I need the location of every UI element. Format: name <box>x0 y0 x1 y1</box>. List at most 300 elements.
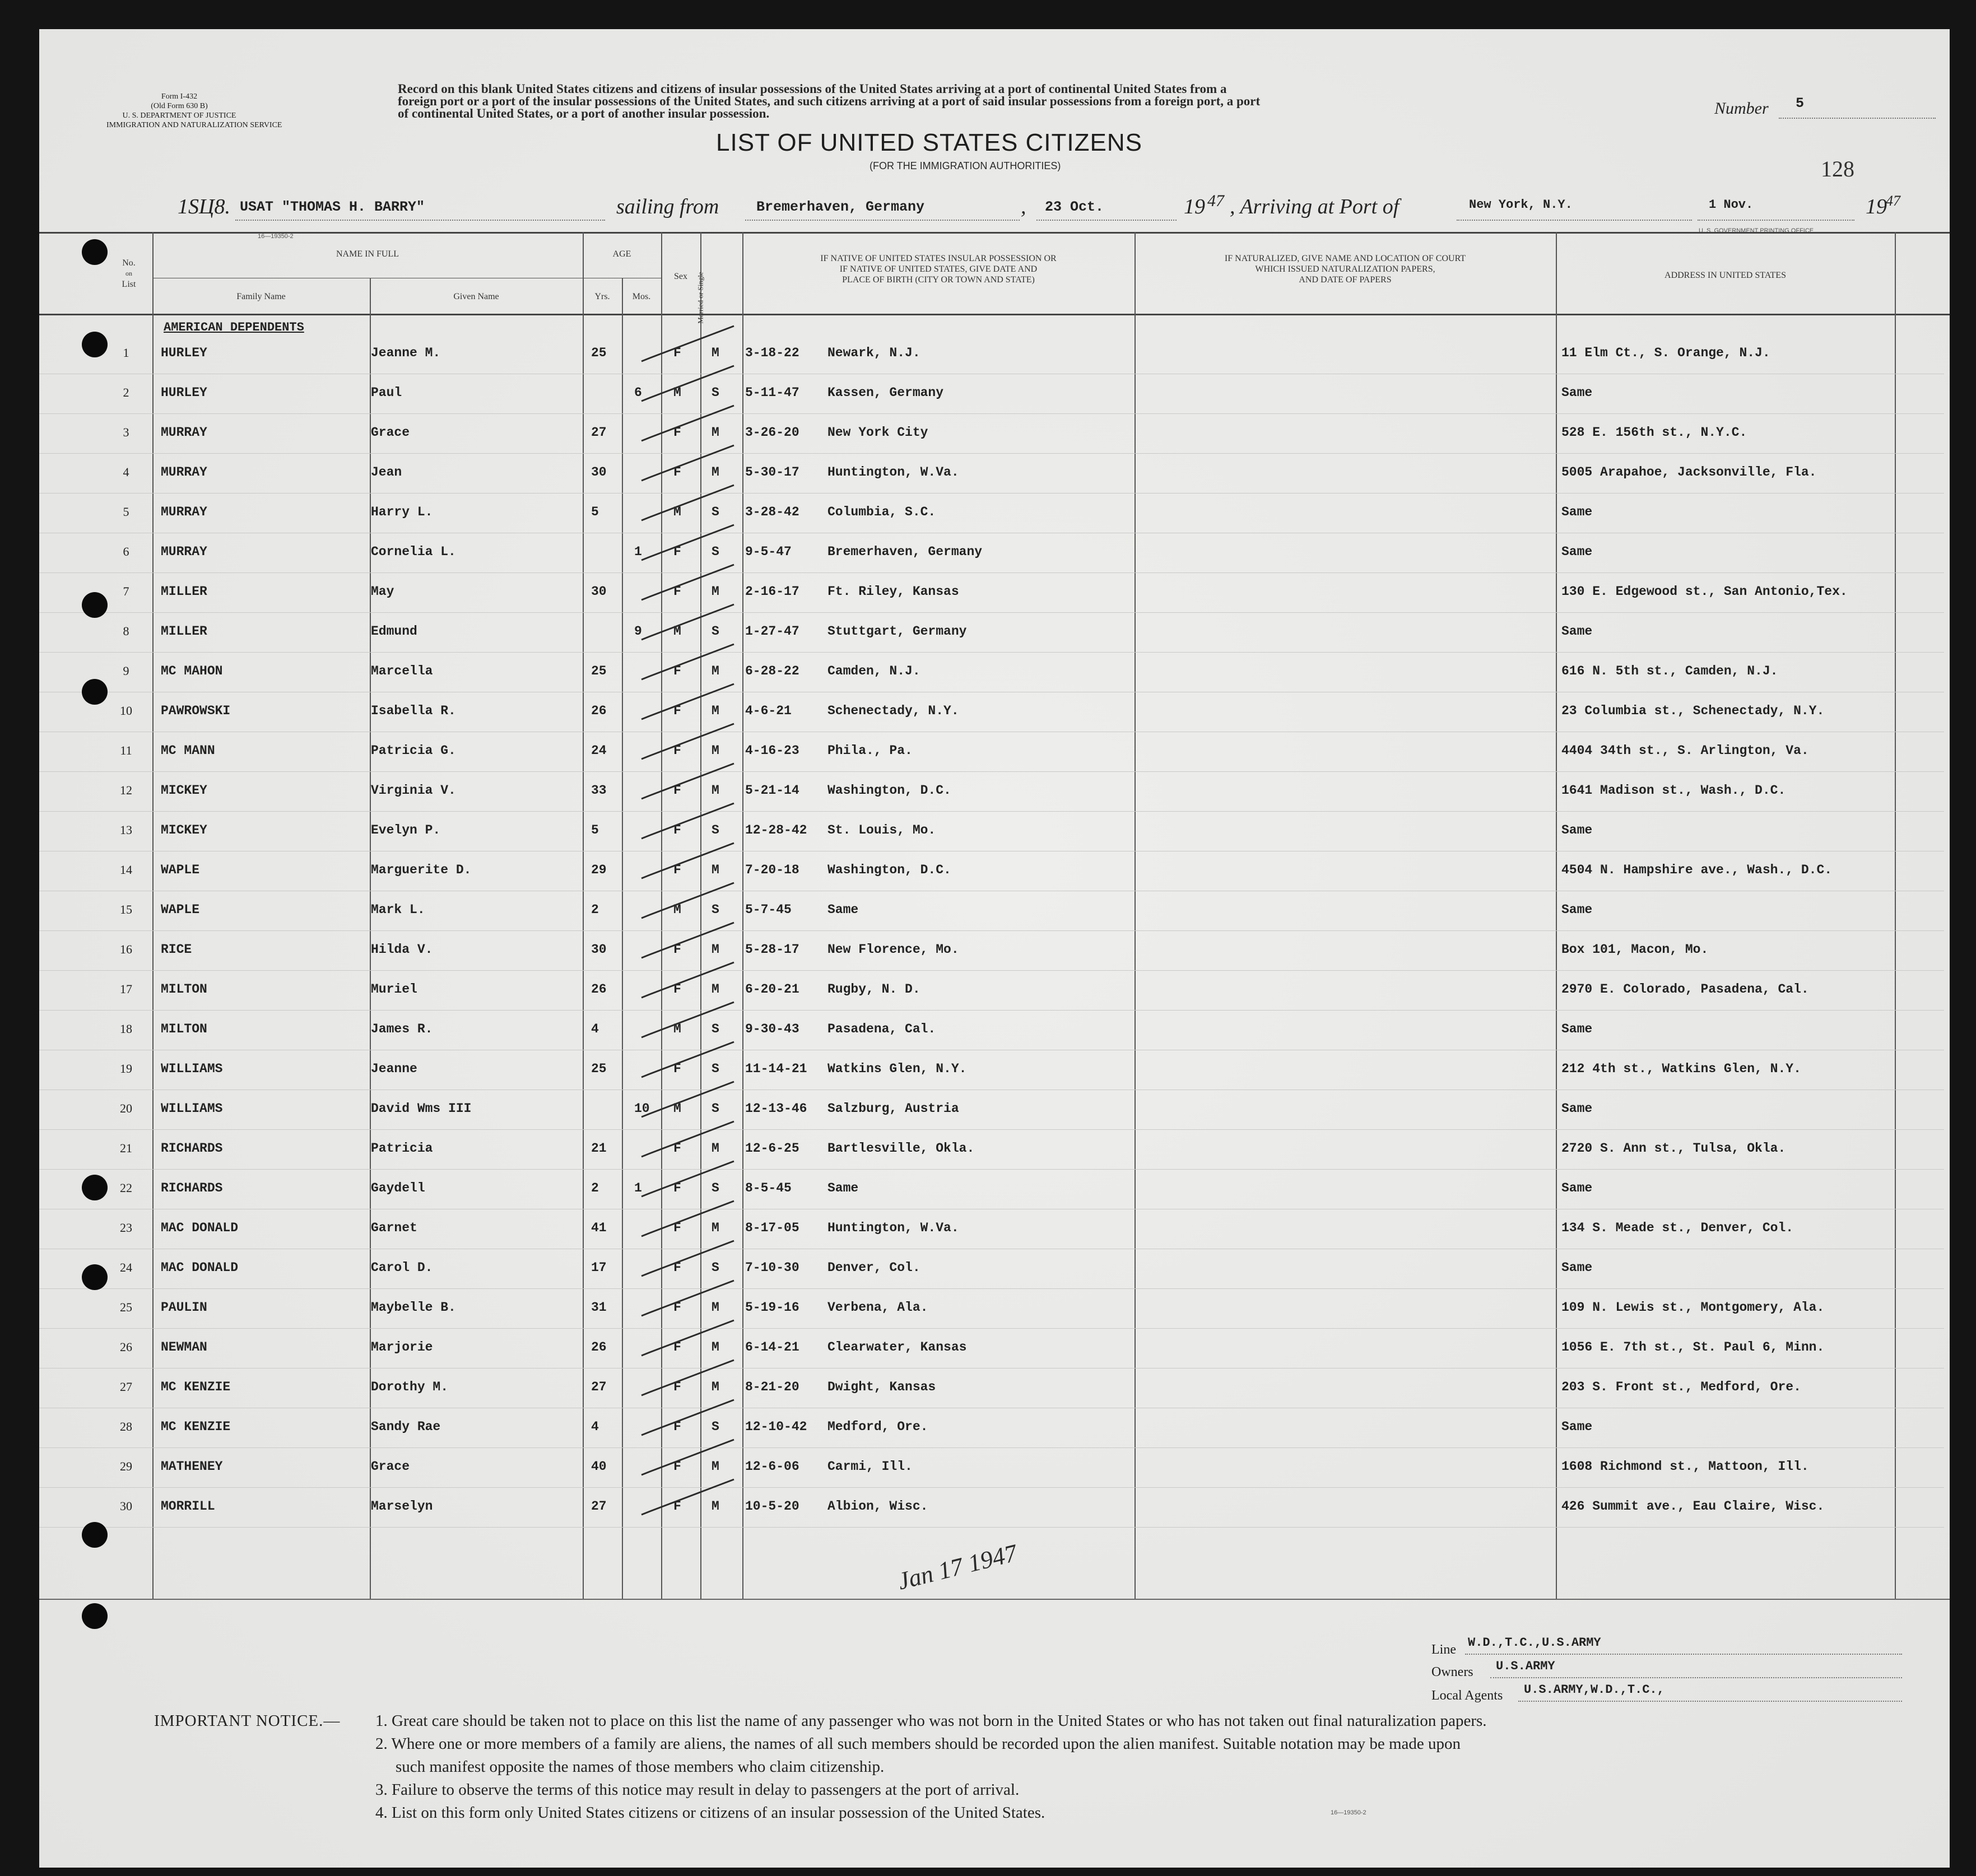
header-native-line: PLACE OF BIRTH (CITY OR TOWN AND STATE) <box>842 275 1035 285</box>
line-underline <box>1465 1654 1902 1655</box>
given-name: Muriel <box>371 982 417 997</box>
birth-place: Camden, N.J. <box>827 664 920 678</box>
family-name: MURRAY <box>161 465 207 480</box>
birth-date: 2-16-17 <box>745 584 799 599</box>
sex: F <box>673 1062 681 1076</box>
binder-hole <box>82 1603 108 1629</box>
address: Same <box>1561 1181 1593 1195</box>
header-no-line: on <box>125 269 132 277</box>
birth-date: 11-14-21 <box>745 1062 807 1076</box>
address: 1641 Madison st., Wash., D.C. <box>1561 783 1786 798</box>
sex: M <box>673 1101 681 1116</box>
birth-date: 12-10-42 <box>745 1419 807 1434</box>
sex: M <box>673 505 681 519</box>
given-name: Isabella R. <box>371 704 456 718</box>
marital-status: M <box>712 584 719 599</box>
marital-status: S <box>712 544 719 559</box>
birth-place: Dwight, Kansas <box>827 1380 936 1394</box>
tally-check-mark <box>641 1241 734 1276</box>
header-sex: Sex <box>674 272 687 281</box>
birth-place: Huntington, W.Va. <box>827 465 959 480</box>
check-marks <box>39 29 1950 1609</box>
row-number: 24 <box>120 1260 132 1274</box>
line-value: W.D.,T.C.,U.S.ARMY <box>1468 1636 1601 1650</box>
header-married-single: Married or Single <box>696 272 705 324</box>
marital-status: M <box>712 783 719 798</box>
row-number: 26 <box>120 1340 132 1354</box>
given-name: Cornelia L. <box>371 544 456 559</box>
tally-check-mark <box>641 843 734 878</box>
header-family-name: Family Name <box>236 292 286 301</box>
given-name: Marjorie <box>371 1340 433 1354</box>
family-name: PAWROWSKI <box>161 704 231 718</box>
address: 2970 E. Colorado, Pasadena, Cal. <box>1561 982 1809 997</box>
binder-hole <box>82 1175 108 1200</box>
family-name: MURRAY <box>161 544 207 559</box>
family-name: WAPLE <box>161 863 200 877</box>
marital-status: M <box>712 425 719 440</box>
header-native-line: IF NATIVE OF UNITED STATES, GIVE DATE AND <box>839 264 1038 274</box>
birth-place: Medford, Ore. <box>827 1419 928 1434</box>
sail-year: 47 <box>1207 192 1224 210</box>
given-name: Jean <box>371 465 402 480</box>
marital-status: M <box>712 1459 719 1474</box>
sex: F <box>673 1499 681 1514</box>
tally-check-mark <box>641 1161 734 1197</box>
family-name: MAC DONALD <box>161 1260 239 1275</box>
comma: , <box>1021 195 1026 218</box>
age-years: 2 <box>591 1181 599 1195</box>
family-name: MC MANN <box>161 743 215 758</box>
tally-check-mark <box>641 1201 734 1236</box>
sex: F <box>673 1419 681 1434</box>
print-code: 16—19350-2 <box>258 233 294 240</box>
tally-check-mark <box>641 644 734 679</box>
sex: F <box>673 1340 681 1354</box>
birth-date: 1-27-47 <box>745 624 799 639</box>
family-name: MATHENEY <box>161 1459 223 1474</box>
birth-date: 4-16-23 <box>745 743 799 758</box>
given-name: Marcella <box>371 664 433 678</box>
row-number: 11 <box>120 743 132 757</box>
given-name: Jeanne <box>371 1062 417 1076</box>
given-name: Maybelle B. <box>371 1300 456 1315</box>
age-years: 4 <box>591 1419 599 1434</box>
given-name: Grace <box>371 1459 410 1474</box>
family-name: HURLEY <box>161 346 207 360</box>
birth-place: Clearwater, Kansas <box>827 1340 967 1354</box>
row-number: 8 <box>123 624 129 638</box>
notice-item: 3. Failure to observe the terms of this notice may result in delay to passengers at the port of arrival. <box>375 1781 1020 1799</box>
header-naturalized-line: IF NATURALIZED, GIVE NAME AND LOCATION OF COURT <box>1224 254 1466 263</box>
given-name: Paul <box>371 385 402 400</box>
header-given-name: Given Name <box>453 292 499 301</box>
department-name: U. S. DEPARTMENT OF JUSTICE <box>122 111 236 120</box>
age-years: 26 <box>591 704 607 718</box>
header-mos: Mos. <box>632 292 651 301</box>
manifest-page <box>39 29 1950 1868</box>
header-yrs: Yrs. <box>594 292 610 301</box>
address: Same <box>1561 823 1593 837</box>
birth-date: 12-13-46 <box>745 1101 807 1116</box>
sex: M <box>673 624 681 639</box>
birth-place: Albion, Wisc. <box>827 1499 928 1514</box>
family-name: RICHARDS <box>161 1141 223 1156</box>
age-months: 9 <box>634 624 642 639</box>
page-title: LIST OF UNITED STATES CITIZENS <box>716 129 1142 156</box>
birth-place: Salzburg, Austria <box>827 1101 959 1116</box>
sex: M <box>673 385 681 400</box>
address: 2720 S. Ann st., Tulsa, Okla. <box>1561 1141 1786 1156</box>
sex: F <box>673 584 681 599</box>
birth-place: Watkins Glen, N.Y. <box>827 1062 967 1076</box>
family-name: MILTON <box>161 982 207 997</box>
family-name: MICKEY <box>161 823 207 837</box>
given-name: Patricia G. <box>371 743 456 758</box>
given-name: Grace <box>371 425 410 440</box>
given-name: Edmund <box>371 624 417 639</box>
notice-title: IMPORTANT NOTICE.— <box>154 1712 341 1730</box>
row-number: 28 <box>120 1419 132 1433</box>
row-number: 14 <box>120 863 132 877</box>
marital-status: S <box>712 385 719 400</box>
address: 528 E. 156th st., N.Y.C. <box>1561 425 1747 440</box>
from-port: Bremerhaven, Germany <box>756 199 925 215</box>
tally-check-mark <box>641 1002 734 1037</box>
address: Same <box>1561 1022 1593 1036</box>
birth-date: 5-28-17 <box>745 942 799 957</box>
birth-place: Carmi, Ill. <box>827 1459 913 1474</box>
family-name: MC MAHON <box>161 664 223 678</box>
row-number: 23 <box>120 1221 132 1235</box>
tally-check-mark <box>641 406 734 441</box>
binder-hole <box>82 1522 108 1548</box>
sex: F <box>673 743 681 758</box>
age-years: 26 <box>591 982 607 997</box>
given-name: Harry L. <box>371 505 433 519</box>
intro-line: of continental United States, or a port of another insular possession. <box>398 106 770 120</box>
header-no-line: No. <box>122 258 136 268</box>
birth-date: 12-28-42 <box>745 823 807 837</box>
sex: F <box>673 704 681 718</box>
address: Same <box>1561 1419 1593 1434</box>
row-number: 20 <box>120 1101 132 1115</box>
marital-status: S <box>712 505 719 519</box>
marital-status: S <box>712 1260 719 1275</box>
birth-place: Denver, Col. <box>827 1260 920 1275</box>
header-name-in-full: NAME IN FULL <box>336 249 399 259</box>
family-name: MC KENZIE <box>161 1380 231 1394</box>
address: 134 S. Meade st., Denver, Col. <box>1561 1221 1794 1235</box>
birth-date: 6-14-21 <box>745 1340 799 1354</box>
family-name: MURRAY <box>161 505 207 519</box>
scratched-mark: 1ЅЦ8. <box>178 195 230 218</box>
given-name: Virginia V. <box>371 783 456 798</box>
binder-hole <box>82 239 108 265</box>
row-number: 18 <box>120 1022 132 1036</box>
age-years: 2 <box>591 902 599 917</box>
age-years: 17 <box>591 1260 607 1275</box>
age-years: 24 <box>591 743 607 758</box>
birth-place: Bremerhaven, Germany <box>827 544 983 559</box>
sail-year-prefix: 19 <box>1184 195 1205 218</box>
marital-status: M <box>712 1499 719 1514</box>
address: Box 101, Macon, Mo. <box>1561 942 1709 957</box>
given-name: May <box>371 584 394 599</box>
birth-date: 5-11-47 <box>745 385 799 400</box>
family-name: NEWMAN <box>161 1340 207 1354</box>
age-years: 40 <box>591 1459 607 1474</box>
tally-check-mark <box>641 366 734 401</box>
birth-date: 6-28-22 <box>745 664 799 678</box>
notice-list <box>375 1710 1487 1824</box>
address: 23 Columbia st., Schenectady, N.Y. <box>1561 704 1825 718</box>
given-name: Garnet <box>371 1221 417 1235</box>
tally-check-mark <box>641 326 734 361</box>
given-name: Hilda V. <box>371 942 433 957</box>
address: 11 Elm Ct., S. Orange, N.J. <box>1561 346 1770 360</box>
age-months: 1 <box>634 1181 642 1195</box>
marital-status: S <box>712 902 719 917</box>
address: Same <box>1561 385 1593 400</box>
row-number: 12 <box>120 783 132 797</box>
family-name: MILLER <box>161 624 207 639</box>
sex: F <box>673 982 681 997</box>
owners-underline <box>1490 1677 1902 1678</box>
family-name: WILLIAMS <box>161 1101 223 1116</box>
age-years: 21 <box>591 1141 607 1156</box>
marital-status: M <box>712 346 719 360</box>
marital-status: S <box>712 624 719 639</box>
marital-status: S <box>712 1419 719 1434</box>
address: 426 Summit ave., Eau Claire, Wisc. <box>1561 1499 1825 1514</box>
marital-status: S <box>712 1101 719 1116</box>
arrival-date: 1 Nov. <box>1709 198 1754 212</box>
birth-place: Schenectady, N.Y. <box>827 704 959 718</box>
address: 4504 N. Hampshire ave., Wash., D.C. <box>1561 863 1833 877</box>
age-months: 10 <box>634 1101 650 1116</box>
address: Same <box>1561 624 1593 639</box>
age-years: 30 <box>591 465 607 480</box>
header-naturalized-line: AND DATE OF PAPERS <box>1299 275 1392 285</box>
birth-place: New York City <box>827 425 928 440</box>
birth-date: 5-7-45 <box>745 902 792 917</box>
family-name: RICHARDS <box>161 1181 223 1195</box>
tally-check-mark <box>641 764 734 799</box>
given-name: Sandy Rae <box>371 1419 441 1434</box>
sex: F <box>673 664 681 678</box>
address: 1608 Richmond st., Mattoon, Ill. <box>1561 1459 1809 1474</box>
birth-place: Columbia, S.C. <box>827 505 936 519</box>
address: 1056 E. 7th st., St. Paul 6, Minn. <box>1561 1340 1825 1354</box>
marital-status: M <box>712 743 719 758</box>
marital-status: S <box>712 1062 719 1076</box>
tally-check-mark <box>641 445 734 481</box>
family-name: MICKEY <box>161 783 207 798</box>
birth-date: 3-28-42 <box>745 505 799 519</box>
binder-hole <box>82 592 108 618</box>
row-number: 1 <box>123 346 129 360</box>
age-months: 1 <box>634 544 642 559</box>
row-number: 6 <box>123 544 129 558</box>
age-years: 25 <box>591 664 607 678</box>
row-number: 21 <box>120 1141 132 1155</box>
birth-date: 3-18-22 <box>745 346 799 360</box>
age-years: 33 <box>591 783 607 798</box>
row-number: 10 <box>120 704 132 718</box>
marital-status: M <box>712 465 719 480</box>
sex: F <box>673 465 681 480</box>
service-name: IMMIGRATION AND NATURALIZATION SERVICE <box>106 121 282 129</box>
row-number: 29 <box>120 1459 132 1473</box>
row-number: 19 <box>120 1062 132 1076</box>
address: 4404 34th st., S. Arlington, Va. <box>1561 743 1809 758</box>
sex: F <box>673 1260 681 1275</box>
birth-date: 5-19-16 <box>745 1300 799 1315</box>
marital-status: S <box>712 1022 719 1036</box>
birth-place: Stuttgart, Germany <box>827 624 967 639</box>
header-native-line: IF NATIVE OF UNITED STATES INSULAR POSSESSION OR <box>820 254 1057 263</box>
birth-place: St. Louis, Mo. <box>827 823 936 837</box>
tally-check-mark <box>641 1082 734 1117</box>
birth-date: 12-6-25 <box>745 1141 799 1156</box>
tally-check-mark <box>641 525 734 560</box>
address: 203 S. Front st., Medford, Ore. <box>1561 1380 1801 1394</box>
sex: F <box>673 346 681 360</box>
family-name: WILLIAMS <box>161 1062 223 1076</box>
birth-place: Washington, D.C. <box>827 783 951 798</box>
sex: F <box>673 544 681 559</box>
given-name: Carol D. <box>371 1260 433 1275</box>
birth-date: 8-17-05 <box>745 1221 799 1235</box>
tally-check-mark <box>641 1281 734 1316</box>
birth-place: New Florence, Mo. <box>827 942 959 957</box>
age-months: 6 <box>634 385 642 400</box>
marital-status: M <box>712 664 719 678</box>
binder-hole <box>82 332 108 357</box>
sex: F <box>673 823 681 837</box>
given-name: Marselyn <box>371 1499 433 1514</box>
address: Same <box>1561 902 1593 917</box>
sex: F <box>673 783 681 798</box>
given-name: Dorothy M. <box>371 1380 449 1394</box>
footer-form-code: 16—19350-2 <box>1331 1809 1366 1816</box>
row-number: 15 <box>120 902 132 916</box>
given-name: Jeanne M. <box>371 346 441 360</box>
tally-check-mark <box>641 883 734 918</box>
marital-status: M <box>712 863 719 877</box>
birth-date: 7-20-18 <box>745 863 799 877</box>
officer-signature: Jan 17 1947 <box>895 1539 1020 1595</box>
sex: M <box>673 1022 681 1036</box>
owners-label: Owners <box>1431 1665 1473 1679</box>
given-name: David Wms III <box>371 1101 472 1116</box>
local-agents-value: U.S.ARMY,W.D.,T.C., <box>1524 1683 1665 1697</box>
age-years: 30 <box>591 584 607 599</box>
ship-name: USAT "THOMAS H. BARRY" <box>240 199 425 215</box>
birth-place: Ft. Riley, Kansas <box>827 584 959 599</box>
given-name: Evelyn P. <box>371 823 441 837</box>
birth-place: Kassen, Germany <box>827 385 944 400</box>
number-label: Number <box>1714 99 1769 118</box>
row-number: 9 <box>123 664 129 678</box>
row-number: 4 <box>123 465 129 479</box>
row-number: 30 <box>120 1499 132 1513</box>
intro-line: foreign port or a port of the insular possessions of the United States, and such citizens arriving at a port of said insular possessions from a foreign port, a port <box>398 94 1261 108</box>
given-name: Gaydell <box>371 1181 425 1195</box>
printer-line: U. S. GOVERNMENT PRINTING OFFICE <box>1699 227 1814 234</box>
row-number: 3 <box>123 425 129 439</box>
birth-date: 3-26-20 <box>745 425 799 440</box>
notice-item: 1. Great care should be taken not to place on this list the name of any passenger who was not born in the United States or who has not taken out final naturalization papers. <box>375 1712 1487 1730</box>
address: Same <box>1561 1260 1593 1275</box>
marital-status: M <box>712 1141 719 1156</box>
arrival-year-prefix: 19 <box>1866 195 1887 218</box>
birth-place: Bartlesville, Okla. <box>827 1141 975 1156</box>
page-subtitle: (FOR THE IMMIGRATION AUTHORITIES) <box>870 160 1061 171</box>
marital-status: M <box>712 942 719 957</box>
birth-date: 4-6-21 <box>745 704 792 718</box>
notice-item: such manifest opposite the names of those members who claim citizenship. <box>396 1758 885 1776</box>
birth-date: 12-6-06 <box>745 1459 799 1474</box>
address: 616 N. 5th st., Camden, N.J. <box>1561 664 1778 678</box>
address: 109 N. Lewis st., Montgomery, Ala. <box>1561 1300 1825 1315</box>
birth-date: 7-10-30 <box>745 1260 799 1275</box>
tally-check-mark <box>641 1121 734 1157</box>
birth-date: 5-30-17 <box>745 465 799 480</box>
birth-date: 9-5-47 <box>745 544 792 559</box>
form-number: Form I-432 <box>161 92 198 101</box>
birth-date: 9-30-43 <box>745 1022 799 1036</box>
tally-check-mark <box>641 485 734 520</box>
birth-place: Rugby, N. D. <box>827 982 920 997</box>
tally-check-mark <box>641 1042 734 1077</box>
address: Same <box>1561 544 1593 559</box>
age-years: 29 <box>591 863 607 877</box>
line-label: Line <box>1431 1642 1456 1657</box>
sex: F <box>673 863 681 877</box>
tally-check-mark <box>641 684 734 719</box>
tally-check-mark <box>641 1479 734 1515</box>
given-name: Marguerite D. <box>371 863 472 877</box>
notice-item: 4. List on this form only United States citizens or citizens of an insular possession of the United States. <box>375 1804 1045 1822</box>
tally-check-mark <box>641 803 734 839</box>
birth-date: 10-5-20 <box>745 1499 799 1514</box>
old-form-number: (Old Form 630 B) <box>151 102 208 110</box>
address: Same <box>1561 1101 1593 1116</box>
age-years: 27 <box>591 1380 607 1394</box>
birth-place: Verbena, Ala. <box>827 1300 928 1315</box>
birth-date: 8-5-45 <box>745 1181 792 1195</box>
birth-date: 8-21-20 <box>745 1380 799 1394</box>
local-agents-underline <box>1518 1701 1902 1702</box>
birth-date: 5-21-14 <box>745 783 799 798</box>
sail-date: 23 Oct. <box>1045 199 1104 215</box>
tally-check-mark <box>641 1440 734 1475</box>
tally-check-mark <box>641 962 734 998</box>
marital-status: M <box>712 1380 719 1394</box>
sex: F <box>673 1141 681 1156</box>
row-number: 27 <box>120 1380 132 1394</box>
owners-value: U.S.ARMY <box>1496 1659 1555 1673</box>
sex: F <box>673 1380 681 1394</box>
age-years: 25 <box>591 346 607 360</box>
tally-check-mark <box>641 604 734 640</box>
age-years: 26 <box>591 1340 607 1354</box>
tally-check-mark <box>641 923 734 958</box>
arrival-year: 47 <box>1886 193 1900 209</box>
birth-date: 6-20-21 <box>745 982 799 997</box>
